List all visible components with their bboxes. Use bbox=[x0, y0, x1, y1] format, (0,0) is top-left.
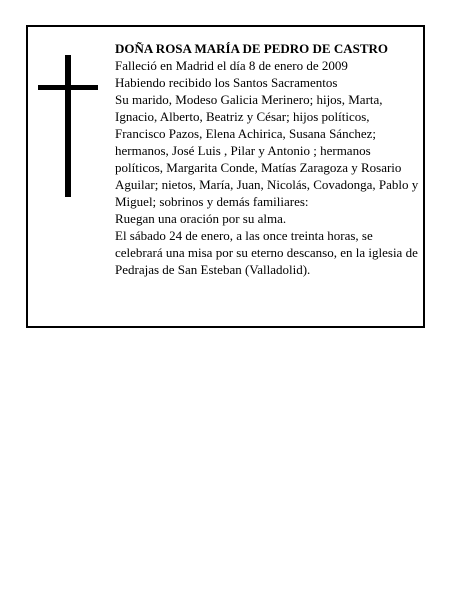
notice-text bbox=[115, 40, 420, 278]
sacraments-line: Habiendo recibido los Santos Sacramentos bbox=[115, 75, 338, 90]
obituary-notice bbox=[26, 25, 425, 328]
cross-vertical-bar bbox=[65, 55, 71, 197]
cross-horizontal-bar bbox=[38, 85, 98, 90]
family-paragraph: Su marido, Modeso Galicia Merinero; hijos, Marta, Ignacio, Alberto, Beatriz y César; hijos políticos, Francisco Pazos, Elena Achirica, Susana Sánchez; hermanos, José Luis , Pilar y Antonio ; hermanos políticos, Margarita Conde, Matías Zaragoza y Rosario Aguilar; nietos, María, Juan, Nicolás, Covadonga, Pablo y Miguel; sobrinos y demás familiares: bbox=[115, 92, 419, 209]
mass-paragraph: El sábado 24 de enero, a las once treinta horas, se celebrará una misa por su eterno descanso, en la iglesia de Pedrajas de San Esteban (Valladolid). bbox=[115, 228, 418, 277]
prayer-request: Ruegan una oración por su alma. bbox=[115, 211, 287, 226]
latin-cross-icon bbox=[38, 55, 98, 197]
death-line: Falleció en Madrid el día 8 de enero de 2009 bbox=[115, 58, 348, 73]
deceased-name: DOÑA ROSA MARÍA DE PEDRO DE CASTRO bbox=[115, 41, 389, 56]
